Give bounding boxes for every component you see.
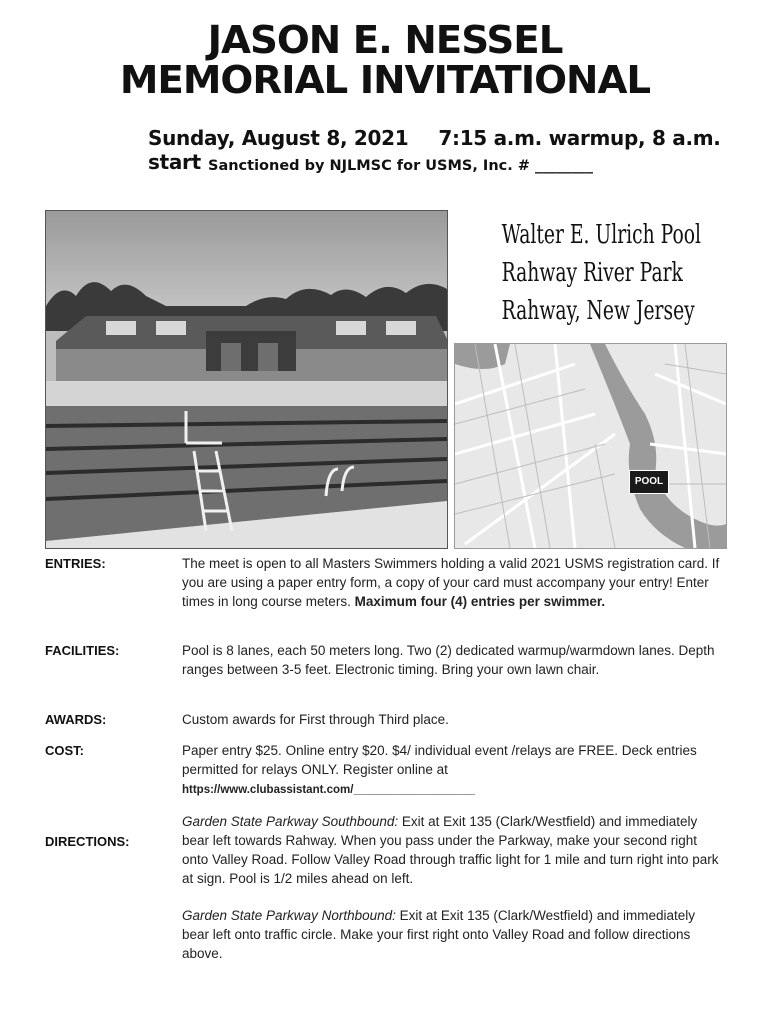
directions-south-title: Garden State Parkway Southbound:: [182, 814, 399, 829]
entries-label: ENTRIES:: [45, 556, 106, 571]
cost-text: [182, 741, 722, 800]
location-map: [454, 343, 727, 549]
awards-label: AWARDS:: [45, 712, 107, 727]
directions-north-text: Exit at Exit 135 (Clark/Westfield) and immediately bear left onto traffic circle. Make your first right onto Valley Road and follow directions above.: [182, 908, 695, 961]
entries-max: Maximum four (4) entries per swimmer.: [354, 594, 606, 609]
entries-text: [182, 554, 722, 611]
venue-line-3: Rahway, New Jersey: [501, 296, 695, 326]
venue-line-1: Walter E. Ulrich Pool: [501, 220, 701, 250]
directions-south-text: Exit at Exit 135 (Clark/Westfield) and immediately bear left towards Rahway. When you pass under the Parkway, make your second right onto Valley Road. Follow Valley Road through traffic light for 1 mile and turn right into park at sign. Pool is 1/2 miles ahead on left.: [182, 814, 719, 886]
cost-body: Paper entry $25. Online entry $20. $4/ individual event /relays are FREE. Deck entries permitted for relays ONLY. Register online at: [182, 743, 697, 777]
directions-north-title: Garden State Parkway Northbound:: [182, 908, 396, 923]
facilities-text: Pool is 8 lanes, each 50 meters long. Two (2) dedicated warmup/warmdown lanes. Depth ranges between 3-5 feet. Electronic timing. Bring your own lawn chair.: [182, 643, 715, 677]
event-date: Sunday, August 8, 2021: [148, 126, 409, 150]
cost-label: COST:: [45, 743, 84, 758]
event-time: 7:15 a.m. warmup, 8 a.m. start: [148, 126, 721, 174]
venue-name: [501, 216, 701, 330]
directions-label: DIRECTIONS:: [45, 834, 130, 849]
title-line-2: MEMORIAL INVITATIONAL: [119, 58, 651, 102]
sanction-line: Sanctioned by NJLMSC for USMS, Inc. # ________: [208, 158, 593, 174]
directions-south: [182, 812, 722, 888]
register-link[interactable]: https://www.clubassistant.com/___________________: [182, 784, 475, 796]
awards-text: Custom awards for First through Third place.: [182, 712, 449, 727]
directions-north: [182, 906, 722, 963]
facilities-label: FACILITIES:: [45, 643, 120, 658]
entries-body: The meet is open to all Masters Swimmers holding a valid 2021 USMS registration card. If you are using a paper entry form, a copy of your card must accompany your entry! Enter times in long course meters.: [182, 556, 720, 609]
title-line-1: JASON E. NESSEL: [207, 18, 563, 62]
pool-photo: [45, 210, 448, 549]
map-pool-marker: POOL: [629, 470, 669, 494]
header: [0, 20, 770, 100]
venue-line-2: Rahway River Park: [501, 258, 683, 288]
